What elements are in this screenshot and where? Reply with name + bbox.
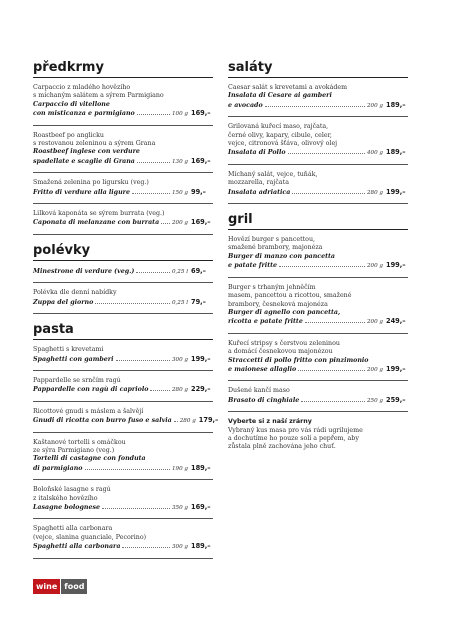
item-price: 99,– (191, 187, 206, 196)
item-price: 179,– (198, 416, 219, 425)
item-czech-desc: Hovězí burger s pancettou, smažené brambory, majonéza (228, 236, 323, 252)
item-quantity: 200 g (366, 366, 383, 373)
menu-section (33, 243, 213, 314)
item-czech-desc: Pappardelle se srnčím ragú (33, 376, 121, 384)
item-czech-desc: Boloňské lasagne s ragú z italského hovězího (33, 486, 111, 502)
item-czech-desc: Burger s trhaným jehněčím masem, pancettou a ricottou, smažené brambory, česneková majonéza (228, 283, 352, 308)
item-name-line (228, 365, 408, 374)
item-price: 259,– (386, 395, 406, 404)
item-divider (33, 234, 213, 235)
item-quantity: 0,25 l (171, 299, 188, 306)
item-name-line (33, 298, 213, 307)
menu-item (33, 340, 213, 370)
item-name-line (228, 148, 408, 157)
menu-item (228, 334, 408, 381)
section-title: polévky (33, 242, 91, 258)
item-czech-desc: Carpaccio z mladého hovězího s míchaným salátem a sýrem Parmigiano (33, 84, 164, 100)
menu-item (228, 78, 408, 116)
item-czech-desc: Ricottové gnudi s máslem a šalvějí (33, 407, 144, 415)
item-quantity: 200 g (366, 102, 383, 109)
grill-note (228, 412, 408, 458)
item-name-line (228, 396, 408, 405)
item-quantity: 280 g (171, 387, 188, 394)
item-quantity: 300 g (171, 356, 188, 363)
menu-item (228, 278, 408, 333)
dot-leader (95, 303, 170, 304)
dot-leader (132, 193, 170, 194)
item-italian-name-end: e patate fritte (228, 262, 278, 270)
item-price: 199,– (191, 354, 211, 363)
item-name-line (33, 355, 213, 364)
item-czech-desc: Dušené kančí maso (228, 387, 290, 395)
item-name-line (33, 416, 219, 425)
item-czech-desc: Míchaný salát, vejce, tuňák, mozzarella, rajčata (228, 170, 318, 187)
item-italian-name-end: e avocado (228, 101, 263, 109)
item-name-line (33, 109, 213, 118)
item-quantity: 280 g (366, 189, 383, 196)
menu-item (33, 78, 213, 125)
item-price: 199,– (386, 364, 406, 373)
logo-food: food (61, 579, 87, 594)
item-czech-desc: Caesar salát s krevetami a avokádem (228, 84, 348, 91)
item-italian-name: Burger di agnello con pancetta, (228, 308, 341, 316)
item-quantity: 400 g (366, 150, 383, 157)
dot-leader (116, 360, 170, 361)
dot-leader (102, 508, 170, 509)
dot-leader (174, 421, 178, 422)
item-quantity: 250 g (366, 397, 383, 404)
item-czech-desc: Polévka dle denní nabídky (33, 289, 117, 297)
item-price: 189,– (386, 148, 406, 157)
item-italian-name-end: Insalata adriatica (228, 188, 291, 196)
section-title: saláty (228, 60, 273, 75)
item-name-line (228, 317, 408, 326)
dot-leader (292, 193, 365, 194)
menu-item (33, 433, 213, 480)
item-name-line (33, 218, 213, 227)
item-divider (33, 313, 213, 314)
dot-leader (305, 322, 365, 323)
menu-item (33, 402, 219, 432)
dot-leader (137, 114, 170, 115)
item-italian-name: Carpaccio di vitellone (33, 100, 110, 108)
dot-leader (137, 162, 170, 163)
item-price: 229,– (191, 385, 211, 394)
dot-leader (85, 469, 170, 470)
item-divider (33, 558, 213, 559)
item-quantity: 200 g (366, 319, 383, 326)
item-czech-desc: Lilková kaponáta se sýrem burrata (veg.) (33, 210, 165, 218)
item-italian-name: Straccetti di pollo fritto con pinzimonio (228, 356, 369, 364)
dot-leader (150, 390, 170, 391)
item-quantity: 0,25 l (171, 268, 188, 275)
item-italian-name-end: Insalata di Pollo (228, 149, 286, 157)
item-italian-name-end: Brasato di cinghiale (228, 396, 300, 404)
item-italian-name-end: Pappardelle con ragù di capriolo (33, 386, 149, 394)
note-title: Vyberte si z naší zrárny (228, 418, 312, 426)
item-price: 69,– (191, 266, 206, 275)
item-czech-desc: Spaghetti s krevetami (33, 346, 104, 354)
item-italian-name-end: spadellate e scaglie di Grana (33, 157, 135, 165)
item-divider (228, 203, 408, 204)
item-italian-name-end: ricotta e patate fritte (228, 318, 303, 326)
menu-item (228, 165, 408, 203)
item-price: 169,– (191, 218, 211, 227)
item-name-line (228, 101, 408, 110)
item-italian-name-end: Lasagne bolognese (33, 503, 101, 511)
dot-leader (301, 401, 365, 402)
dot-leader (136, 272, 170, 273)
item-italian-name-end: Minestrone di verdure (veg.) (33, 267, 135, 275)
menu-section (33, 322, 219, 559)
item-italian-name-end: Spaghetti alla carbonara (33, 543, 121, 551)
item-italian-name: Roastbeef inglese con verdure (33, 148, 140, 156)
item-quantity: 350 g (171, 504, 188, 511)
item-czech-desc: Kuřecí stripsy s čerstvou zeleninou a domácí česnekovou majonézou (228, 339, 340, 356)
menu-item (33, 480, 213, 518)
item-price: 189,– (386, 100, 406, 109)
item-italian-name: Insalata di Cesare ai gamberi (228, 92, 332, 100)
item-italian-name-end: e maionese allaglio (228, 365, 297, 373)
menu-section (228, 212, 408, 458)
item-czech-desc: Roastbeef po anglicku s restovanou zeleninou a sýrem Grana (33, 131, 156, 148)
section-title: pasta (33, 322, 74, 338)
item-italian-name: Burger di manzo con pancetta (228, 252, 336, 260)
section-title: předkrmy (33, 60, 104, 75)
item-quantity: 150 g (171, 189, 188, 196)
item-italian-name-end: con misticanza e parmigiano (33, 110, 135, 118)
item-price: 169,– (191, 156, 211, 165)
logo-wine: wine (33, 579, 60, 594)
item-quantity: 190 g (171, 465, 188, 472)
item-price: 169,– (191, 109, 211, 118)
menu-item (33, 519, 213, 557)
item-name-line (33, 157, 213, 166)
menu-item (33, 371, 213, 401)
item-italian-name-end: di parmigiano (33, 464, 83, 472)
item-czech-desc: Smažená zelenina po ligursku (veg.) (33, 179, 149, 187)
item-italian-name-end: Zuppa del giorno (33, 298, 94, 306)
menu-item (33, 283, 213, 313)
dot-leader (279, 266, 365, 267)
dot-leader (288, 153, 365, 154)
item-price: 79,– (191, 297, 206, 306)
menu-item (33, 261, 213, 282)
item-name-line (33, 267, 213, 276)
item-italian-name-end: Fritto di verdure alla ligure (33, 188, 130, 196)
item-czech-desc: Kaštanové tortelli s omáčkou ze sýra Parmigiano (veg.) (33, 438, 126, 454)
menu-section (228, 60, 408, 204)
menu-section (33, 60, 213, 235)
item-czech-desc: Spaghetti alla carbonara (vejce, slanina guanciale, Pecorino) (33, 525, 147, 541)
item-name-line (33, 385, 213, 394)
item-quantity: 130 g (171, 158, 188, 165)
item-price: 199,– (386, 261, 406, 270)
item-name-line (33, 542, 213, 551)
item-italian-name-end: Gnudi di ricotta con burro fuso e salvia (33, 417, 172, 425)
menu-item (228, 381, 408, 411)
menu-item (228, 117, 408, 164)
item-name-line (228, 261, 408, 270)
item-name-line (228, 188, 408, 197)
dot-leader (161, 223, 170, 224)
item-price: 199,– (386, 187, 406, 196)
item-italian-name-end: Caponata di melanzane con burrata (33, 219, 160, 227)
item-price: 189,– (191, 542, 211, 551)
item-quantity: 200 g (171, 220, 188, 227)
item-quantity: 280 g (179, 418, 196, 425)
item-price: 249,– (386, 317, 406, 326)
dot-leader (122, 547, 170, 548)
item-quantity: 100 g (171, 111, 188, 118)
menu-item (33, 126, 213, 173)
item-italian-name-end: Spaghetti con gamberi (33, 355, 114, 363)
item-quantity: 200 g (366, 263, 383, 270)
menu-item (228, 230, 408, 277)
item-price: 189,– (191, 463, 211, 472)
item-name-line (33, 503, 213, 512)
item-quantity: 300 g (171, 544, 188, 551)
item-czech-desc: Grilovaná kuřecí maso, rajčata, černé olivy, kapary, cibule, celer, vejce, citronová šťáva, olivový olej (228, 123, 338, 148)
wine-food-logo (33, 579, 87, 594)
dot-leader (298, 370, 365, 371)
menu-item (33, 204, 213, 234)
menu-item (33, 173, 213, 203)
right-column (228, 60, 408, 466)
item-italian-name: Tortelli di castagne con fonduta (33, 455, 146, 463)
section-title: gril (228, 212, 253, 228)
item-name-line (33, 188, 213, 197)
note-text: Vybraný kus masa pro vás rádi ugrilujeme a dochutíme ho pouze solí a pepřem, aby zůstala plně zachována jeho chuť. (228, 426, 363, 451)
item-name-line (33, 464, 213, 473)
left-column (33, 60, 219, 567)
dot-leader (265, 106, 365, 107)
item-price: 169,– (191, 502, 211, 511)
